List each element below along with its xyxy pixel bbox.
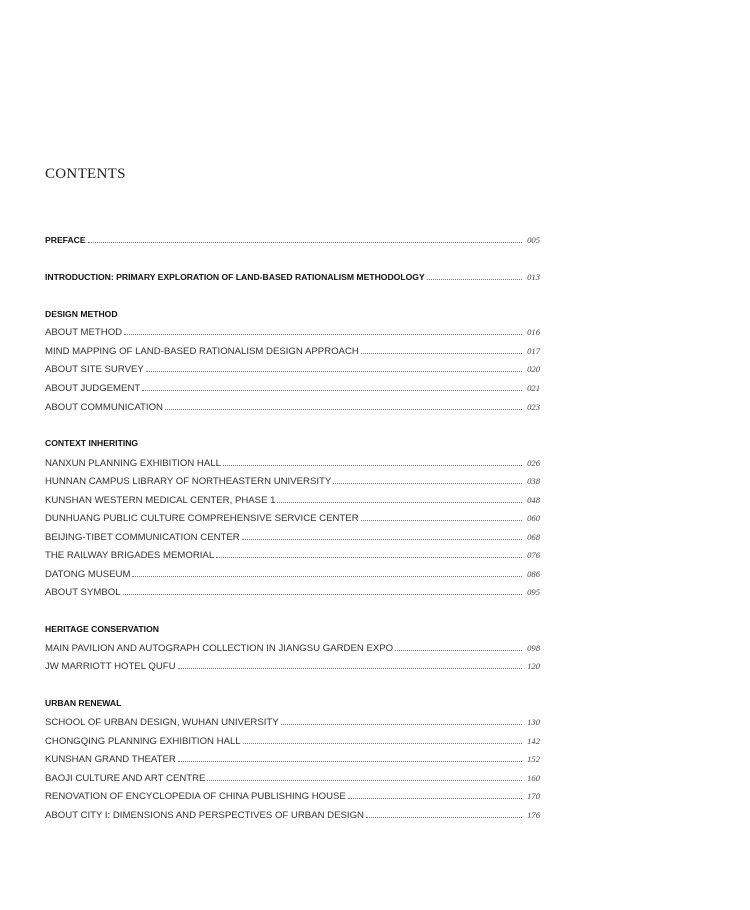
- toc-entry-label: DATONG MUSEUM: [45, 569, 131, 580]
- toc-entry-label: JW MARRIOTT HOTEL QUFU: [45, 661, 176, 672]
- toc-entry-label: MAIN PAVILION AND AUTOGRAPH COLLECTION IN JIANGSU GARDEN EXPO: [45, 643, 394, 654]
- dot-leader: [361, 344, 522, 354]
- section-heading-design-method: DESIGN METHOD: [45, 309, 118, 319]
- dot-leader: [216, 548, 522, 558]
- dot-leader: [333, 474, 522, 484]
- toc-entry[interactable]: [45, 381, 540, 395]
- toc-entry[interactable]: [45, 771, 540, 785]
- section-heading-urban-renewal: URBAN RENEWAL: [45, 698, 122, 708]
- toc-entry[interactable]: [45, 400, 540, 414]
- toc-entry-page: 130: [527, 717, 540, 727]
- toc-entry-label: BAOJI CULTURE AND ART CENTRE: [45, 773, 206, 784]
- dot-leader: [277, 493, 522, 503]
- toc-entry-page: 086: [527, 569, 540, 579]
- toc-entry-label: HUNNAN CAMPUS LIBRARY OF NORTHEASTERN UNIVERSITY: [45, 476, 332, 487]
- toc-entry-label: ABOUT CITY I: DIMENSIONS AND PERSPECTIVES OF URBAN DESIGN: [45, 810, 364, 821]
- toc-entry-label: ABOUT SITE SURVEY: [45, 364, 144, 375]
- toc-entry[interactable]: [45, 325, 540, 339]
- dot-leader: [395, 641, 522, 651]
- toc-entry-label: SCHOOL OF URBAN DESIGN, WUHAN UNIVERSITY: [45, 717, 279, 728]
- toc-entry[interactable]: [45, 493, 540, 507]
- toc-entry[interactable]: [45, 808, 540, 822]
- dot-leader: [207, 771, 522, 781]
- toc-entry[interactable]: [45, 641, 540, 655]
- dot-leader: [178, 659, 522, 669]
- toc-entry[interactable]: [45, 344, 540, 358]
- toc-entry-label: NANXUN PLANNING EXHIBITION HALL: [45, 458, 221, 469]
- dot-leader: [223, 456, 522, 466]
- toc-entry-introduction[interactable]: [45, 270, 540, 284]
- dot-leader: [242, 530, 522, 540]
- dot-leader: [124, 325, 522, 335]
- toc-entry-page: 023: [527, 402, 540, 412]
- toc-entry-page: 026: [527, 458, 540, 468]
- toc-entry-page: 142: [527, 736, 540, 746]
- toc-entry-label: ABOUT METHOD: [45, 327, 123, 338]
- toc-entry-label: THE RAILWAY BRIGADES MEMORIAL: [45, 550, 215, 561]
- dot-leader: [178, 752, 522, 762]
- toc-entry-label: BEIJING-TIBET COMMUNICATION CENTER: [45, 532, 240, 543]
- toc-entry-page: 160: [527, 773, 540, 783]
- section-heading-context-inheriting: CONTEXT INHERITING: [45, 438, 139, 448]
- toc-entry-page: 060: [527, 513, 540, 523]
- toc-entry-label: KUNSHAN GRAND THEATER: [45, 754, 176, 765]
- toc-entry-label: MIND MAPPING OF LAND-BASED RATIONALISM DESIGN APPROACH: [45, 346, 359, 357]
- toc-entry-label: DUNHUANG PUBLIC CULTURE COMPREHENSIVE SERVICE CENTER: [45, 513, 359, 524]
- dot-leader: [165, 400, 522, 410]
- toc-entry-page: 017: [527, 346, 540, 356]
- toc-entry-page: 021: [527, 383, 540, 393]
- dot-leader: [427, 270, 522, 280]
- toc-entry-label: ABOUT COMMUNICATION: [45, 402, 163, 413]
- toc-entry-label: RENOVATION OF ENCYCLOPEDIA OF CHINA PUBLISHING HOUSE: [45, 791, 346, 802]
- toc-entry-page: 048: [527, 495, 540, 505]
- dot-leader: [348, 789, 522, 799]
- toc-entry-page: 076: [527, 550, 540, 560]
- dot-leader: [281, 715, 522, 725]
- toc-entry[interactable]: [45, 362, 540, 376]
- dot-leader: [361, 511, 522, 521]
- toc-entry[interactable]: [45, 752, 540, 766]
- toc-entry[interactable]: [45, 789, 540, 803]
- dot-leader: [123, 585, 522, 595]
- toc-entry[interactable]: [45, 659, 540, 673]
- dot-leader: [243, 734, 522, 744]
- dot-leader: [366, 808, 522, 818]
- toc-entry[interactable]: [45, 734, 540, 748]
- toc-entry-page: 013: [527, 272, 540, 282]
- toc-entry-label: CHONGQING PLANNING EXHIBITION HALL: [45, 736, 241, 747]
- toc-entry-page: 152: [527, 754, 540, 764]
- toc-entry-page: 098: [527, 643, 540, 653]
- toc-entry[interactable]: [45, 530, 540, 544]
- dot-leader: [142, 381, 522, 391]
- toc-entry[interactable]: [45, 585, 540, 599]
- toc-entry-preface[interactable]: [45, 233, 540, 247]
- dot-leader: [146, 362, 522, 372]
- toc-entry[interactable]: [45, 567, 540, 581]
- toc-entry-page: 170: [527, 791, 540, 801]
- toc-entry-label: INTRODUCTION: PRIMARY EXPLORATION OF LAND-BASED RATIONALISM METHODOLOGY: [45, 272, 425, 282]
- section-heading-heritage-conservation: HERITAGE CONSERVATION: [45, 624, 159, 634]
- toc-entry[interactable]: [45, 456, 540, 470]
- toc-entry-page: 005: [527, 235, 540, 245]
- toc-entry-label: PREFACE: [45, 235, 86, 245]
- toc-entry-page: 016: [527, 327, 540, 337]
- toc-entry-label: ABOUT SYMBOL: [45, 587, 121, 598]
- toc-entry-page: 068: [527, 532, 540, 542]
- toc-entry-page: 095: [527, 587, 540, 597]
- toc-entry[interactable]: [45, 511, 540, 525]
- toc-entry-page: 176: [527, 810, 540, 820]
- toc-entry-page: 038: [527, 476, 540, 486]
- toc-entry-page: 020: [527, 364, 540, 374]
- toc-entry[interactable]: [45, 474, 540, 488]
- page-title: CONTENTS: [45, 166, 126, 182]
- toc-entry-label: KUNSHAN WESTERN MEDICAL CENTER, PHASE 1: [45, 495, 276, 506]
- dot-leader: [132, 567, 522, 577]
- toc-entry[interactable]: [45, 548, 540, 562]
- toc-entry[interactable]: [45, 715, 540, 729]
- toc-entry-page: 120: [527, 661, 540, 671]
- dot-leader: [88, 233, 522, 243]
- toc-entry-label: ABOUT JUDGEMENT: [45, 383, 141, 394]
